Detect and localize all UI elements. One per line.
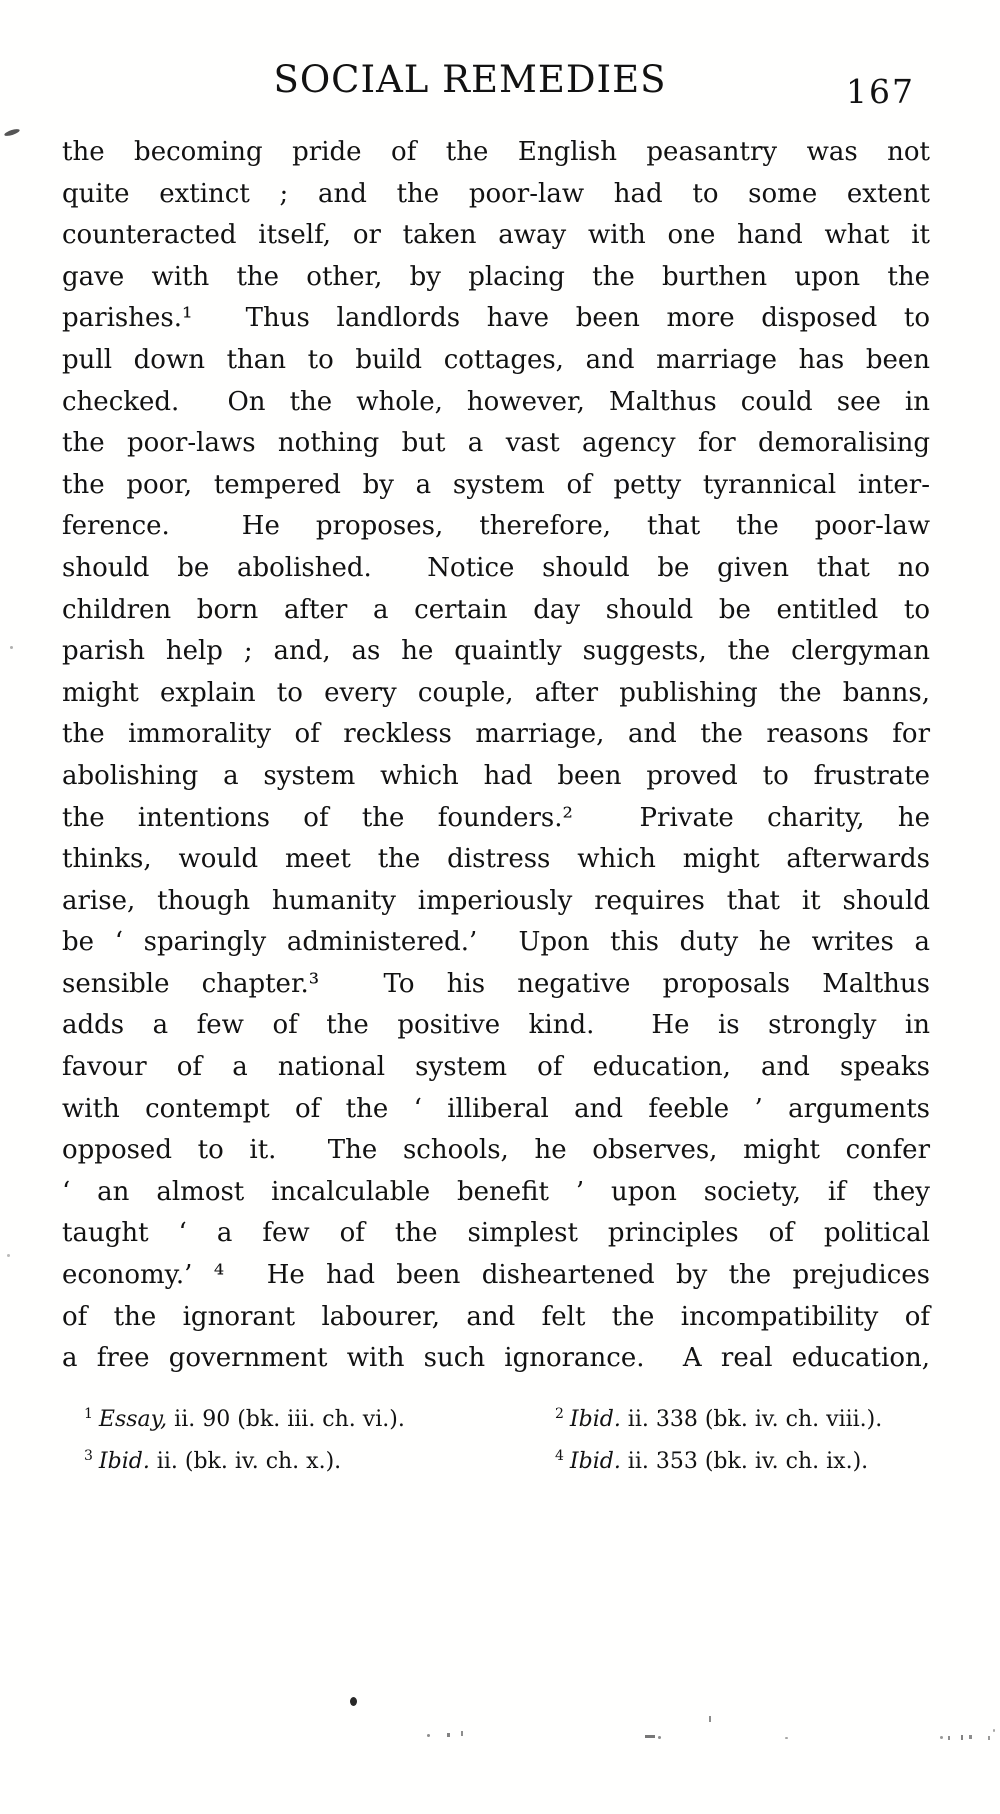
footnote [555, 1441, 962, 1483]
footnote-marker: 2 [555, 1405, 564, 1422]
footnote-marker: 4 [555, 1447, 564, 1464]
text-line: might explain to every couple, after publishing the banns, [62, 677, 930, 708]
text-line: sensible chapter.³ To his negative proposals Malthus [62, 968, 930, 999]
footnote-source: Ibid. [98, 1449, 150, 1474]
scan-speck-artifact [988, 1736, 990, 1740]
footnote-citation: ii. (bk. iv. ch. x.). [149, 1449, 342, 1474]
scan-speck-artifact [948, 1736, 950, 1740]
text-line: counteracted itself, or taken away with one hand what it [62, 220, 930, 251]
text-line: the becoming pride of the English peasantry was not [62, 137, 930, 167]
scan-speck-artifact [785, 1737, 788, 1739]
text-line: pull down than to build cottages, and marriage has been [62, 344, 930, 375]
footnote-source: Essay, [98, 1407, 168, 1432]
text-line: the intentions of the founders.² Private charity, he [62, 802, 930, 833]
footnotes-block [62, 1399, 962, 1483]
scan-speck-artifact [658, 1736, 661, 1739]
scan-speck-artifact [969, 1735, 972, 1739]
text-line: of the ignorant labourer, and felt the incompatibility of [62, 1301, 930, 1332]
text-line: taught ‘ a few of the simplest principles of political [62, 1218, 930, 1249]
text-line: the immorality of reckless marriage, and the reasons for [62, 719, 930, 750]
scan-speck-artifact [4, 128, 21, 138]
scan-speck-artifact [350, 1697, 357, 1706]
footnote-citation: ii. 90 (bk. iii. ch. vi.). [167, 1407, 405, 1432]
text-line: economy.’ ⁴ He had been disheartened by the prejudices [62, 1260, 930, 1291]
scan-speck-artifact [993, 1729, 995, 1732]
scan-speck-artifact [940, 1736, 943, 1739]
text-line: ‘ an almost incalculable benefit ’ upon society, if they [62, 1176, 930, 1207]
text-line: checked. On the whole, however, Malthus could see in [62, 386, 930, 417]
footnote-citation: ii. 338 (bk. iv. ch. viii.). [620, 1407, 883, 1432]
text-line: the poor, tempered by a system of petty tyrannical inter- [62, 469, 930, 500]
scan-speck-artifact [709, 1716, 711, 1722]
page-number: 167 [846, 72, 915, 111]
scan-speck-artifact [961, 1735, 963, 1740]
footnote [62, 1399, 555, 1441]
text-line: the poor-laws nothing but a vast agency for demoralising [62, 428, 930, 459]
scan-speck-artifact [645, 1735, 655, 1738]
scan-speck-artifact [461, 1731, 463, 1736]
text-line: opposed to it. The schools, he observes, might confer [62, 1135, 930, 1166]
scan-speck-artifact [7, 1254, 10, 1257]
text-line: parishes.¹ Thus landlords have been more disposed to [62, 303, 930, 334]
footnote-citation: ii. 353 (bk. iv. ch. ix.). [620, 1449, 869, 1474]
text-line: ference. He proposes, therefore, that the poor-law [62, 511, 930, 542]
text-line: quite extinct ; and the poor-law had to some extent [62, 178, 930, 209]
text-line: favour of a national system of education, and speaks [62, 1052, 930, 1083]
body-text-block [62, 132, 930, 1380]
text-line: should be abolished. Notice should be given that no [62, 552, 930, 583]
scan-speck-artifact [427, 1734, 430, 1737]
scan-speck-artifact [10, 646, 13, 649]
text-line: thinks, would meet the distress which might afterwards [62, 844, 930, 875]
footnote-marker: 1 [84, 1405, 93, 1422]
scan-speck-artifact [447, 1733, 450, 1737]
text-line: a free government with such ignorance. A real education, [62, 1343, 930, 1374]
text-line: be ‘ sparingly administered.’ Upon this duty he writes a [62, 927, 930, 958]
footnote-source: Ibid. [569, 1449, 621, 1474]
text-line: abolishing a system which had been proved to frustrate [62, 760, 930, 791]
text-line: adds a few of the positive kind. He is strongly in [62, 1010, 930, 1041]
running-header-title: SOCIAL REMEDIES [273, 58, 667, 101]
text-line: arise, though humanity imperiously requires that it should [62, 885, 930, 916]
text-line: parish help ; and, as he quaintly suggests, the clergyman [62, 636, 930, 667]
footnote [555, 1399, 962, 1441]
footnote [62, 1441, 555, 1483]
text-line: with contempt of the ‘ illiberal and feeble ’ arguments [62, 1093, 930, 1124]
text-line: gave with the other, by placing the burthen upon the [62, 261, 930, 292]
text-line: children born after a certain day should be entitled to [62, 594, 930, 625]
footnote-marker: 3 [84, 1447, 93, 1464]
footnote-source: Ibid. [569, 1407, 621, 1432]
